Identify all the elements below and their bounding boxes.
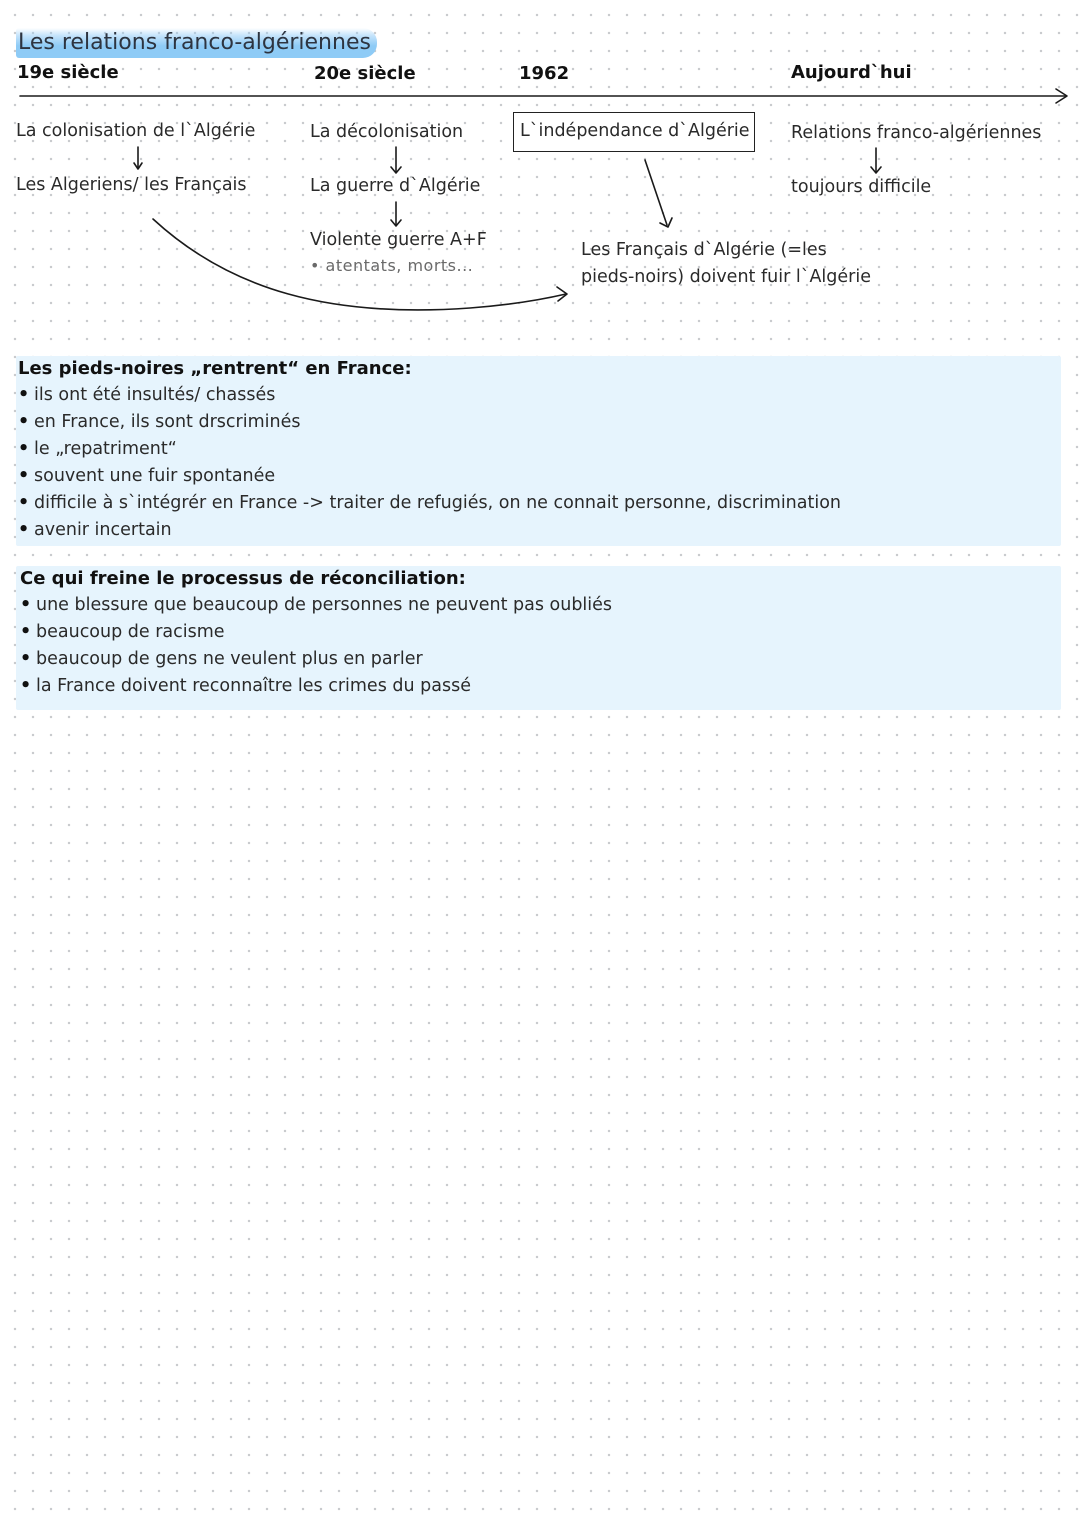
era-20e-siecle: 20e siècle: [314, 63, 416, 84]
bullet-icon: •: [18, 412, 30, 432]
node-guerre-algerie: La guerre d`Algérie: [310, 176, 481, 196]
list-item-text: souvent une fuir spontanée: [34, 466, 276, 486]
note-attentats: • atentats, morts...: [310, 256, 474, 275]
list-item-text: beaucoup de gens ne veulent plus en parler: [36, 649, 423, 669]
node-algeriens-francais: Les Algeriens/ les Français: [16, 175, 247, 195]
list-item: [18, 409, 1061, 436]
bullet-icon: •: [18, 385, 30, 405]
bullet-icon: •: [20, 649, 32, 669]
list-item: [18, 517, 1061, 544]
era-1962: 1962: [519, 63, 570, 84]
list-item: [18, 490, 1061, 517]
list-item: [20, 592, 1061, 619]
node-relations: Relations franco-algériennes: [791, 123, 1042, 143]
list-item: [20, 646, 1061, 673]
list-item: [18, 382, 1061, 409]
era-19e-siecle: 19e siècle: [17, 62, 119, 83]
bullet-icon: •: [18, 439, 30, 459]
node-toujours-difficile: toujours difficile: [791, 177, 932, 197]
list-item-text: beaucoup de racisme: [36, 622, 225, 642]
list-item-text: ils ont été insultés/ chassés: [34, 385, 276, 405]
bullet-icon: •: [20, 676, 32, 696]
list-item-text: en France, ils sont drscriminés: [34, 412, 301, 432]
list-item-text: le „repatriment“: [34, 439, 177, 459]
pieds-noirs-list: [18, 382, 1061, 544]
era-aujourdhui: Aujourd`hui: [791, 62, 912, 83]
reconciliation-heading: Ce qui freine le processus de réconciliation:: [20, 568, 466, 589]
node-pieds-noirs-line2: pieds-noirs) doivent fuir l`Algérie: [581, 267, 871, 287]
list-item: [20, 673, 1061, 700]
list-item-text: une blessure que beaucoup de personnes ne peuvent pas oubliés: [36, 595, 613, 615]
node-violente-guerre: Violente guerre A+F: [310, 230, 487, 250]
pieds-noirs-heading: Les pieds-noires „rentrent“ en France:: [18, 358, 412, 379]
bullet-icon: •: [18, 466, 30, 486]
list-item: [18, 463, 1061, 490]
pieds-noirs-panel: [16, 356, 1061, 546]
node-pieds-noirs-line1: Les Français d`Algérie (=les: [581, 240, 827, 260]
list-item: [20, 619, 1061, 646]
bullet-icon: •: [20, 622, 32, 642]
node-independance-boxed: L`indépendance d`Algérie: [513, 112, 755, 152]
bullet-icon: •: [20, 595, 32, 615]
page-title: Les relations franco-algériennes: [16, 28, 377, 58]
list-item: [18, 436, 1061, 463]
list-item-text: la France doivent reconnaître les crimes du passé: [36, 676, 471, 696]
bullet-icon: •: [18, 493, 30, 513]
reconciliation-list: [20, 592, 1061, 700]
list-item-text: difficile à s`intégrér en France -> traiter de refugiés, on ne connait personne, discrimination: [34, 493, 842, 513]
timeline-drawing: [0, 0, 1080, 340]
list-item-text: avenir incertain: [34, 520, 172, 540]
bullet-icon: •: [18, 520, 30, 540]
reconciliation-panel: [16, 566, 1061, 710]
node-colonisation: La colonisation de l`Algérie: [16, 121, 256, 141]
arrow-diagonal-icon: [645, 160, 667, 225]
node-decolonisation: La décolonisation: [310, 122, 464, 142]
